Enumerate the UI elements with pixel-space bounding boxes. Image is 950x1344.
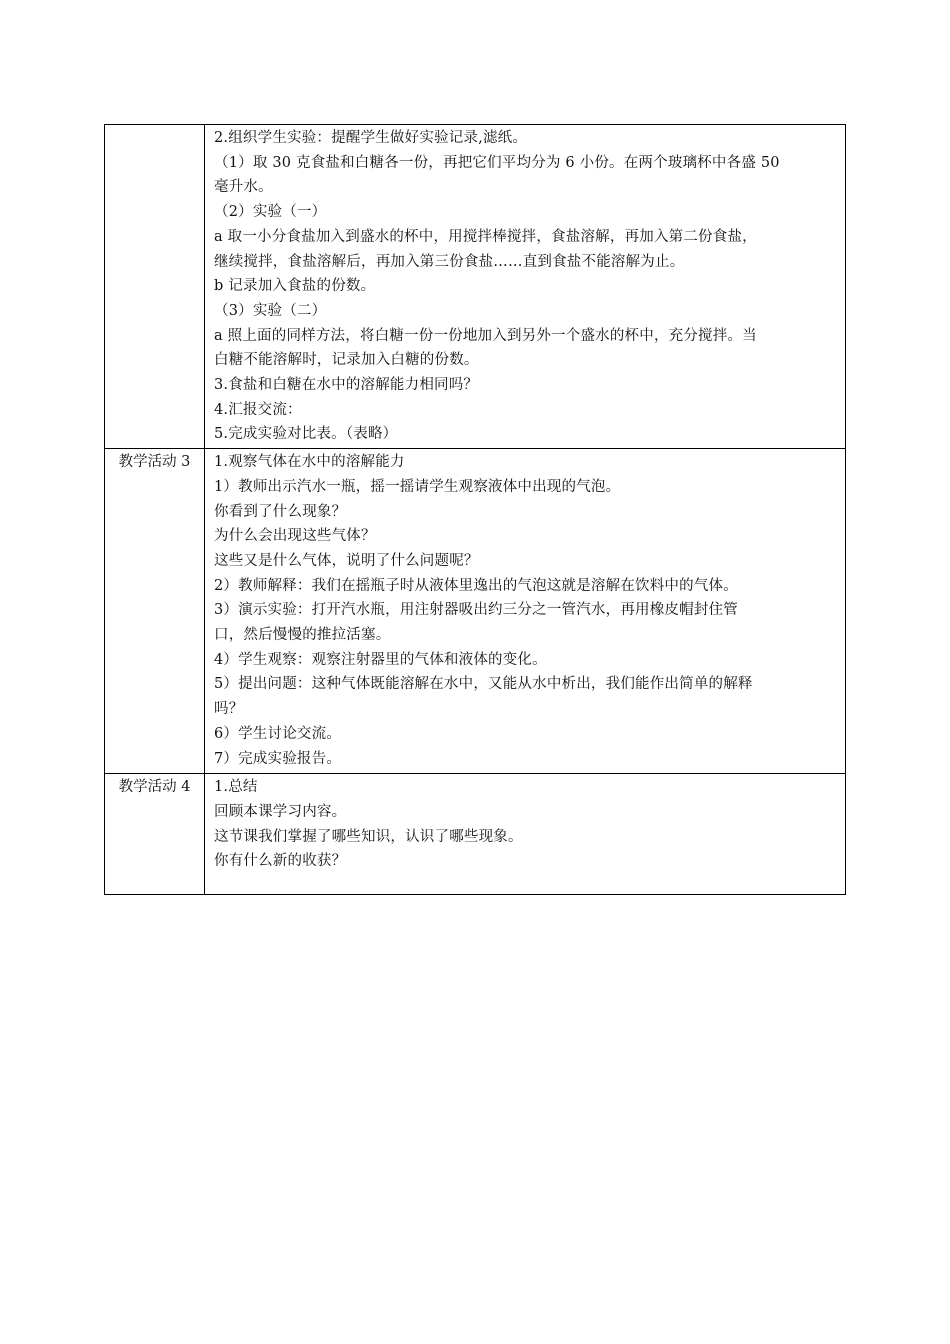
content-line: 3）演示实验：打开汽水瓶，用注射器吸出约三分之一管汽水，再用橡皮帽封住管 xyxy=(214,602,738,619)
content-line: b 记录加入食盐的份数。 xyxy=(214,278,376,295)
row-label xyxy=(105,125,204,126)
content-line: a 照上面的同样方法，将白糖一份一份地加入到另外一个盛水的杯中，充分搅拌。当 xyxy=(214,327,757,344)
content-line: a 取一小分食盐加入到盛水的杯中，用搅拌棒搅拌，食盐溶解，再加入第二份食盐， xyxy=(214,228,757,245)
content-line: 5.完成实验对比表。（表略） xyxy=(214,426,398,443)
row-label-cell xyxy=(105,774,205,895)
content-line: 7）完成实验报告。 xyxy=(214,750,342,767)
content-line: 2）教师解释：我们在摇瓶子时从液体里逸出的气泡这就是溶解在饮料中的气体。 xyxy=(214,577,738,594)
row-label: 教学活动 4 xyxy=(118,779,191,796)
content-line: 毫升水。 xyxy=(214,179,273,196)
content-line: 为什么会出现这些气体？ xyxy=(214,528,376,545)
content-line: （1）取 30 克食盐和白糖各一份，再把它们平均分为 6 小份。在两个玻璃杯中各盛 50 xyxy=(214,154,780,171)
lesson-plan-table xyxy=(104,124,846,895)
row-label: 教学活动 3 xyxy=(118,454,191,471)
content-line: （3）实验（二） xyxy=(214,302,327,319)
content-line: 6）学生讨论交流。 xyxy=(214,725,342,742)
content-line: 白糖不能溶解时，记录加入白糖的份数。 xyxy=(214,352,479,369)
content-line: 1.观察气体在水中的溶解能力 xyxy=(214,454,405,471)
content-line: 吗？ xyxy=(214,701,244,718)
content-line: 3.食盐和白糖在水中的溶解能力相同吗？ xyxy=(214,377,479,394)
content-line: 这些又是什么气体，说明了什么问题呢？ xyxy=(214,552,479,569)
content-line: 1.总结 xyxy=(214,779,258,796)
content-line: 5）提出问题：这种气体既能溶解在水中，又能从水中析出，我们能作出简单的解释 xyxy=(214,676,753,693)
content-line: 继续搅拌，食盐溶解后，再加入第三份食盐……直到食盐不能溶解为止。 xyxy=(214,253,685,270)
content-line: （2）实验（一） xyxy=(214,204,327,221)
content-line: 回顾本课学习内容。 xyxy=(214,803,347,820)
table-body xyxy=(105,125,846,895)
content-line: 1）教师出示汽水一瓶，摇一摇请学生观察液体中出现的气泡。 xyxy=(214,478,621,495)
content-line: 口，然后慢慢的推拉活塞。 xyxy=(214,627,391,644)
content-line: 4.汇报交流： xyxy=(214,401,302,418)
table-row xyxy=(105,449,846,774)
content-line: 4）学生观察：观察注射器里的气体和液体的变化。 xyxy=(214,651,547,668)
row-content-cell xyxy=(205,774,846,895)
content-line: 你看到了什么现象？ xyxy=(214,503,347,520)
row-content-cell xyxy=(205,449,846,774)
row-label-cell xyxy=(105,125,205,449)
content-line: 2.组织学生实验：提醒学生做好实验记录,滤纸。 xyxy=(214,130,528,146)
content-line: 这节课我们掌握了哪些知识，认识了哪些现象。 xyxy=(214,828,523,845)
row-content-cell xyxy=(205,125,846,449)
row-label-cell xyxy=(105,449,205,774)
content-line: 你有什么新的收获？ xyxy=(214,853,347,870)
table-row xyxy=(105,774,846,895)
table-row xyxy=(105,125,846,449)
